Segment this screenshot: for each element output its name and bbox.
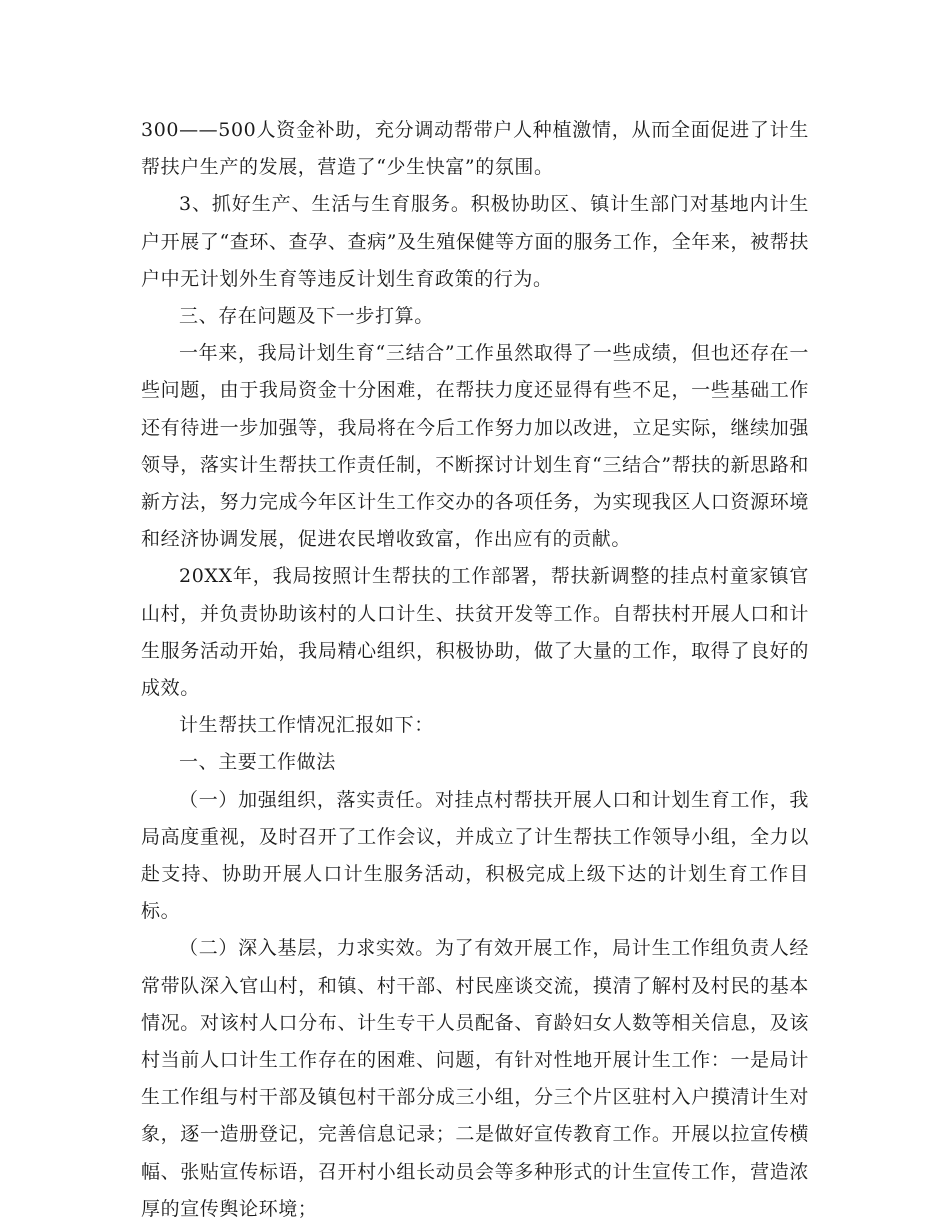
heading-main-practices: 一、主要工作做法 xyxy=(179,751,336,774)
paragraph-20xx-deployment: 20XX年，我局按照计生帮扶的工作部署，帮扶新调整的挂点村童家镇官山村，并负责协助该村的人口计生、扶贫开发等工作。自帮扶村开展人口和计生服务活动开始，我局精心组织，积极协助，做了大量的工作，取得了良好的成效。 xyxy=(141,565,809,700)
paragraph-subsidy: 300——500人资金补助，充分调动帮带户人种植激情，从而全面促进了计生帮扶户生产的发展，营造了“少生快富”的氛围。 xyxy=(141,119,809,179)
paragraph-services: 3、抓好生产、生活与生育服务。积极协助区、镇计生部门对基地内计生户开展了“查环、查孕、查病”及生殖保健等方面的服务工作，全年来，被帮扶户中无计划外生育等违反计划生育政策的行为。 xyxy=(141,193,809,290)
paragraph-grassroots: （二）深入基层，力求实效。为了有效开展工作，局计生工作组负责人经常带队深入官山村，和镇、村干部、村民座谈交流，摸清了解村及村民的基本情况。对该村人口分布、计生专干人员配备、育龄妇女人数等相关信息，及该村当前人口计生工作存在的困难、问题，有针对性地开展计生工作：一是局计生工作组与村干部及镇包村干部分成三小组，分三个片区驻村入户摸清计生对象，逐一造册登记，完善信息记录；二是做好宣传教育工作。开展以拉宣传横幅、张贴宣传标语，召开村小组长动员会等多种形式的计生宣传工作，营造浓厚的宣传舆论环境； xyxy=(141,937,809,1220)
heading-problems-and-plans: 三、存在问题及下一步打算。 xyxy=(179,305,434,328)
document-body xyxy=(141,112,809,1228)
paragraph-year-summary: 一年来，我局计划生育“三结合”工作虽然取得了一些成绩，但也还存在一些问题，由于我局资金十分困难，在帮扶力度还显得有些不足，一些基础工作还有待进一步加强等，我局将在今后工作努力加以改进，立足实际，继续加强领导，落实计生帮扶工作责任制，不断探讨计划生育“三结合”帮扶的新思路和新方法，努力完成今年区计生工作交办的各项任务，为实现我区人口资源环境和经济协调发展，促进农民增收致富，作出应有的贡献。 xyxy=(141,342,809,551)
heading-report-intro: 计生帮扶工作情况汇报如下： xyxy=(179,714,434,737)
paragraph-organization: （一）加强组织，落实责任。对挂点村帮扶开展人口和计划生育工作，我局高度重视，及时召开了工作会议，并成立了计生帮扶工作领导小组，全力以赴支持、协助开展人口计生服务活动，积极完成上级下达的计划生育工作目标。 xyxy=(141,788,809,923)
